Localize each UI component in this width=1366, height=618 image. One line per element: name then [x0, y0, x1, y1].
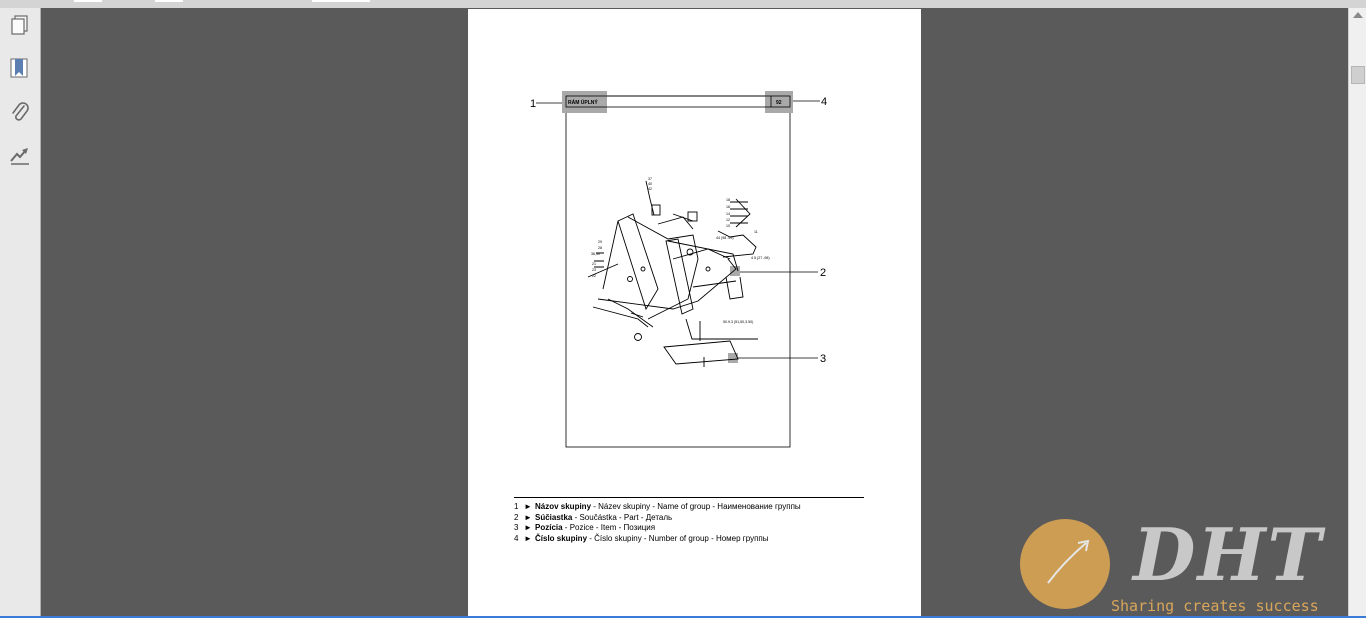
svg-text:14: 14	[726, 212, 730, 216]
signature-icon[interactable]	[8, 144, 32, 168]
legend-row: 4 ► Číslo skupiny - Číslo skupiny - Number of group - Номер группы	[514, 533, 769, 543]
paperclip-icon[interactable]	[8, 100, 32, 124]
svg-text:28: 28	[598, 246, 602, 250]
legend-row: 2 ► Súčiastka - Součástka - Part - Деталь	[514, 512, 673, 522]
svg-text:37: 37	[648, 177, 652, 181]
callout-1: 1	[530, 98, 537, 110]
watermark-tagline: Sharing creates success	[1111, 597, 1319, 615]
svg-text:40: 40	[648, 182, 652, 186]
watermark	[1018, 512, 1366, 618]
navigation-pane-toolbar	[0, 8, 41, 616]
legend	[514, 497, 864, 544]
svg-text:18: 18	[726, 198, 730, 202]
svg-text:10: 10	[726, 224, 730, 228]
callout-3: 3	[820, 353, 827, 365]
callout-4: 4	[821, 96, 828, 108]
header-group-text: 92	[776, 100, 782, 106]
toolbar-tab[interactable]	[74, 0, 102, 2]
watermark-brand: DHT	[1133, 512, 1324, 597]
scrollbar-thumb[interactable]	[1351, 66, 1365, 84]
svg-text:16: 16	[726, 205, 730, 209]
svg-text:4.5 (27 -98): 4.5 (27 -98)	[751, 256, 770, 260]
item-highlight	[728, 353, 738, 363]
svg-text:12: 12	[726, 218, 730, 222]
svg-text:42: 42	[648, 187, 652, 191]
callout-2: 2	[820, 267, 827, 279]
svg-text:11: 11	[754, 230, 758, 234]
watermark-logo-circle	[1020, 519, 1110, 609]
header-name-text: RÁM ÚPLNÝ	[568, 100, 598, 106]
top-strip	[0, 0, 1366, 8]
svg-text:21: 21	[592, 262, 596, 266]
bookmark-icon[interactable]	[8, 56, 32, 80]
legend-row: 3 ► Pozícia - Pozice - Item - Позиция	[514, 523, 656, 532]
arrow-icon	[1020, 519, 1110, 609]
svg-text:50.9.3 (51,50,3.50): 50.9.3 (51,50,3.50)	[723, 320, 754, 324]
pages-icon[interactable]	[8, 13, 32, 37]
legend-row: 1 ► Názov skupiny - Název skupiny - Name of group - Наименование группы	[514, 502, 801, 511]
svg-text:22: 22	[592, 274, 596, 278]
scroll-up-arrow-icon[interactable]	[1353, 12, 1363, 18]
svg-text:36,40: 36,40	[591, 252, 600, 256]
toolbar-tab[interactable]	[312, 0, 370, 2]
toolbar-tab[interactable]	[155, 0, 183, 2]
svg-text:23: 23	[592, 268, 596, 272]
svg-text:29: 29	[598, 240, 602, 244]
svg-text:44 (98 -99): 44 (98 -99)	[716, 236, 734, 240]
